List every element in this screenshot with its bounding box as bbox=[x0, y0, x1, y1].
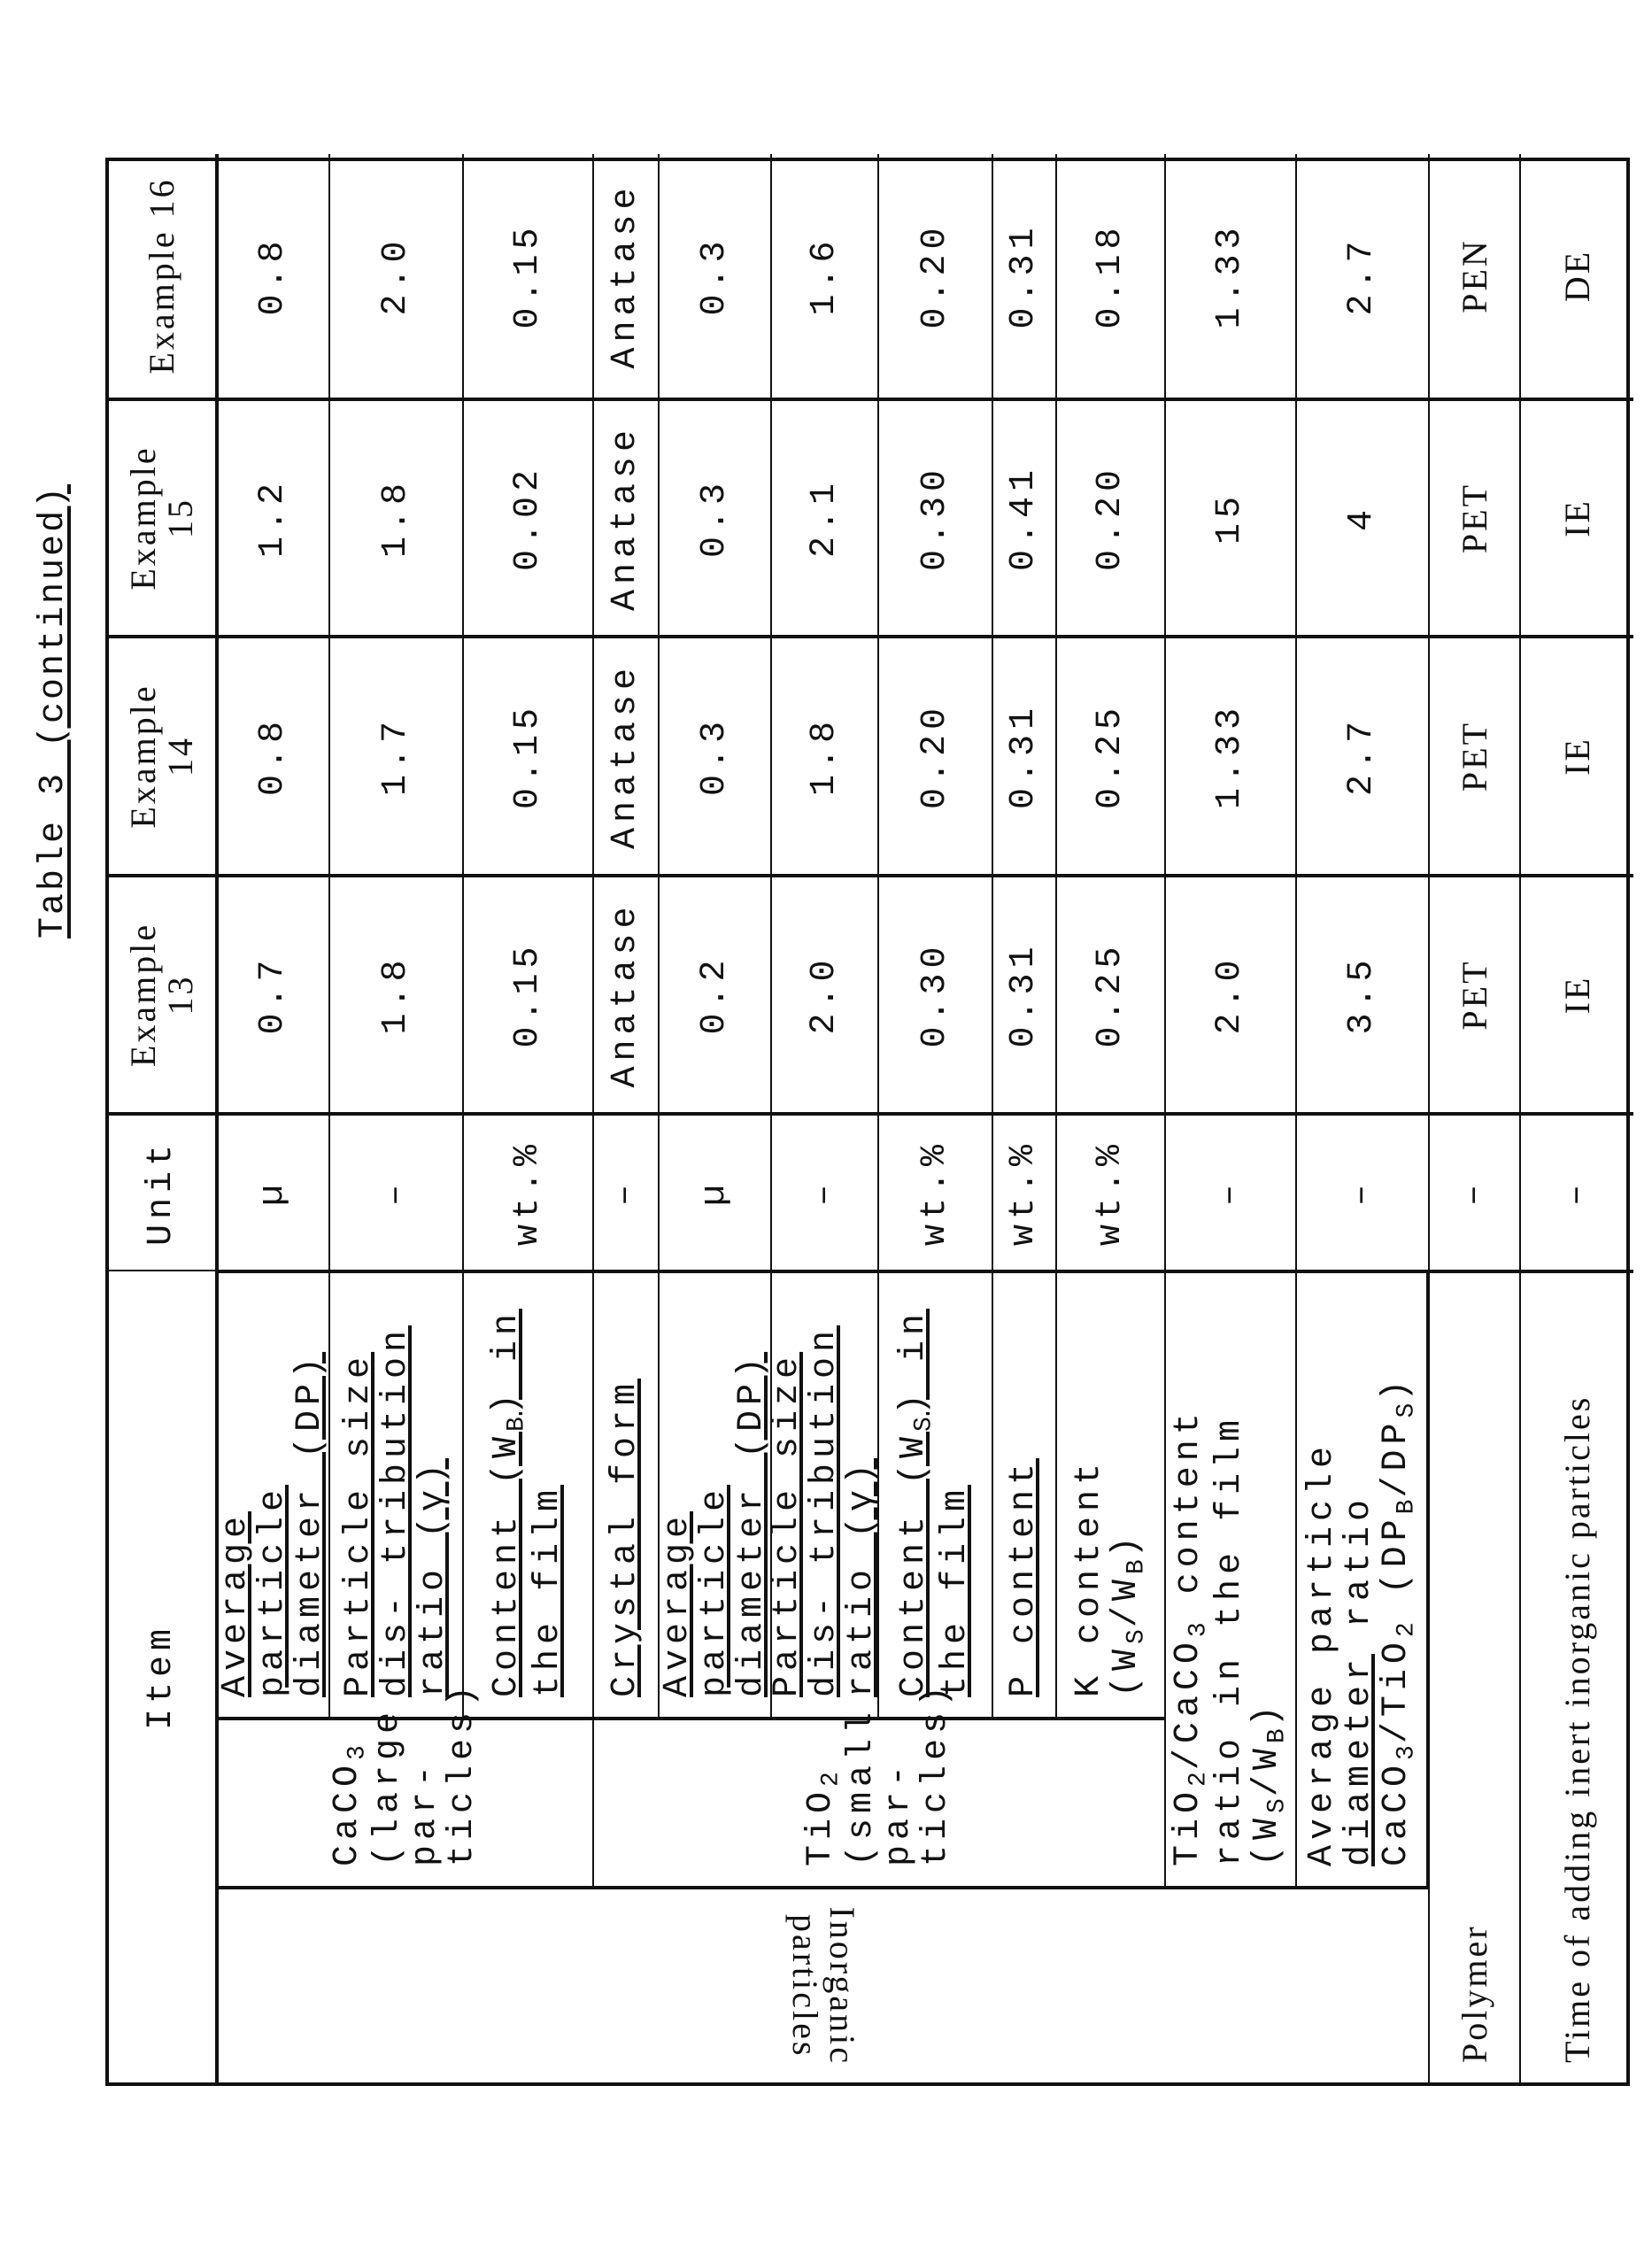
group-caco3 bbox=[219, 1680, 594, 1886]
header-example-13: Example 13 bbox=[109, 874, 219, 1112]
item-diameter-ratio: Average particle diameter ratio CaCO$_3$/TiO$_2$ $(DP_B/DP_S)$ bbox=[1297, 1270, 1430, 1886]
group-label-text: Inorganic particles bbox=[785, 1906, 862, 2066]
value-cell: 0.31 bbox=[993, 154, 1057, 398]
item-content-ratio: TiO$_2$/CaCO$_3$ content ratio in the film $(W_S/W_B)$ bbox=[1166, 1270, 1297, 1886]
unit-cell: – bbox=[772, 1112, 879, 1270]
item-polymer: Polymer bbox=[1430, 1270, 1521, 2082]
value-cell: 0.30 bbox=[879, 874, 993, 1112]
value-cell: 2.0 bbox=[330, 154, 464, 398]
value-cell: 0.15 bbox=[464, 154, 594, 398]
value-cell: 0.2 bbox=[660, 874, 772, 1112]
value-cell: 0.20 bbox=[879, 154, 993, 398]
group-label-inorganic-particles bbox=[219, 1886, 1430, 2082]
item-tio2-p-content: P content bbox=[993, 1270, 1057, 1717]
value-cell: 1.8 bbox=[330, 874, 464, 1112]
value-cell: 0.25 bbox=[1057, 874, 1166, 1112]
value-cell: 2.0 bbox=[1166, 874, 1297, 1112]
value-cell: 3.5 bbox=[1297, 874, 1430, 1112]
unit-cell: – bbox=[330, 1112, 464, 1270]
value-cell: 4 bbox=[1297, 398, 1430, 635]
unit-cell: – bbox=[594, 1112, 660, 1270]
value-cell: 0.31 bbox=[993, 874, 1057, 1112]
unit-cell: wt.% bbox=[1057, 1112, 1166, 1270]
value-cell: 1.6 bbox=[772, 154, 879, 398]
value-cell: Anatase bbox=[594, 154, 660, 398]
value-cell: 1.33 bbox=[1166, 154, 1297, 398]
unit-cell: – bbox=[1297, 1112, 1430, 1270]
value-cell: PET bbox=[1430, 398, 1521, 635]
value-cell: 0.8 bbox=[219, 154, 330, 398]
item-caco3-size-ratio: Particle size dis- tribution ratio (γ) bbox=[330, 1270, 464, 1717]
value-cell: 0.7 bbox=[219, 874, 330, 1112]
value-cell: 1.2 bbox=[219, 398, 330, 635]
value-cell: IE bbox=[1521, 635, 1633, 874]
unit-cell: – bbox=[1521, 1112, 1633, 1270]
value-cell: 1.33 bbox=[1166, 635, 1297, 874]
value-cell: 0.41 bbox=[993, 398, 1057, 635]
value-cell: IE bbox=[1521, 874, 1633, 1112]
header-example-16: Example 16 bbox=[109, 154, 219, 398]
value-cell: 1.8 bbox=[772, 635, 879, 874]
value-cell: 0.18 bbox=[1057, 154, 1166, 398]
item-caco3-content: Content $(W_B)$ in the film bbox=[464, 1270, 594, 1717]
item-tio2-content: Content $(W_S)$ in the film bbox=[879, 1270, 993, 1717]
value-cell: DE bbox=[1556, 249, 1597, 303]
value-cell: 0.20 bbox=[1057, 398, 1166, 635]
value-cell: PEN bbox=[1430, 154, 1521, 398]
unit-cell: wt.% bbox=[879, 1112, 993, 1270]
value-cell: Anatase bbox=[594, 635, 660, 874]
header-item: Item bbox=[109, 1270, 219, 2082]
value-cell: 1.7 bbox=[330, 635, 464, 874]
value-cell: 0.20 bbox=[879, 635, 993, 874]
unit-cell: wt.% bbox=[464, 1112, 594, 1270]
value-cell: PET bbox=[1430, 635, 1521, 874]
value-cell: 2.0 bbox=[772, 874, 879, 1112]
data-table bbox=[105, 158, 1630, 2086]
value-cell: 0.15 bbox=[464, 635, 594, 874]
unit-cell: – bbox=[1430, 1112, 1521, 1270]
unit-cell: µ bbox=[660, 1112, 772, 1270]
value-cell: 0.31 bbox=[993, 635, 1057, 874]
value-cell: Anatase bbox=[594, 874, 660, 1112]
value-cell: 0.15 bbox=[464, 874, 594, 1112]
value-cell: 1.8 bbox=[330, 398, 464, 635]
header-unit: Unit bbox=[109, 1112, 219, 1270]
value-cell: 0.3 bbox=[660, 154, 772, 398]
value-cell: 0.25 bbox=[1057, 635, 1166, 874]
group-tio2-label: TiO$_2$ (small par- ticles) bbox=[800, 1680, 957, 1866]
value-cell: 2.1 bbox=[772, 398, 879, 635]
value-cell: IE bbox=[1521, 398, 1633, 635]
value-cell: PET bbox=[1430, 874, 1521, 1112]
value-cell: 0.02 bbox=[464, 398, 594, 635]
item-tio2-crystal-form: Crystal form bbox=[594, 1270, 660, 1717]
item-tio2-k-content: K content $(W_S/W_B)$ bbox=[1057, 1270, 1166, 1717]
group-tio2 bbox=[594, 1680, 1166, 1886]
value-cell: 0.3 bbox=[660, 398, 772, 635]
value-cell: 0.3 bbox=[660, 635, 772, 874]
value-cell: 15 bbox=[1166, 398, 1297, 635]
unit-cell: µ bbox=[219, 1112, 330, 1270]
item-time-of-adding: Time of adding inert inorganic particles bbox=[1521, 1270, 1633, 2082]
group-caco3-label: CaCO$_3$ (large par- ticles) bbox=[327, 1680, 483, 1866]
value-cell: 0.30 bbox=[879, 398, 993, 635]
header-example-14: Example 14 bbox=[109, 635, 219, 874]
table-title: Table 3 (continued) bbox=[34, 483, 73, 939]
value-cell: 2.7 bbox=[1297, 154, 1430, 398]
item-caco3-avg-diameter: Average particle diameter (DP) bbox=[219, 1270, 330, 1717]
item-tio2-size-ratio: Particle size dis- tribution ratio (γ) bbox=[772, 1270, 879, 1717]
rotated-table bbox=[105, 158, 1630, 2086]
value-cell: Anatase bbox=[594, 398, 660, 635]
value-cell: 2.7 bbox=[1297, 635, 1430, 874]
item-tio2-avg-diameter: Average particle diameter (DP) bbox=[660, 1270, 772, 1717]
unit-cell: wt.% bbox=[993, 1112, 1057, 1270]
header-example-15: Example 15 bbox=[109, 398, 219, 635]
unit-cell: – bbox=[1166, 1112, 1297, 1270]
value-cell: 0.8 bbox=[219, 635, 330, 874]
